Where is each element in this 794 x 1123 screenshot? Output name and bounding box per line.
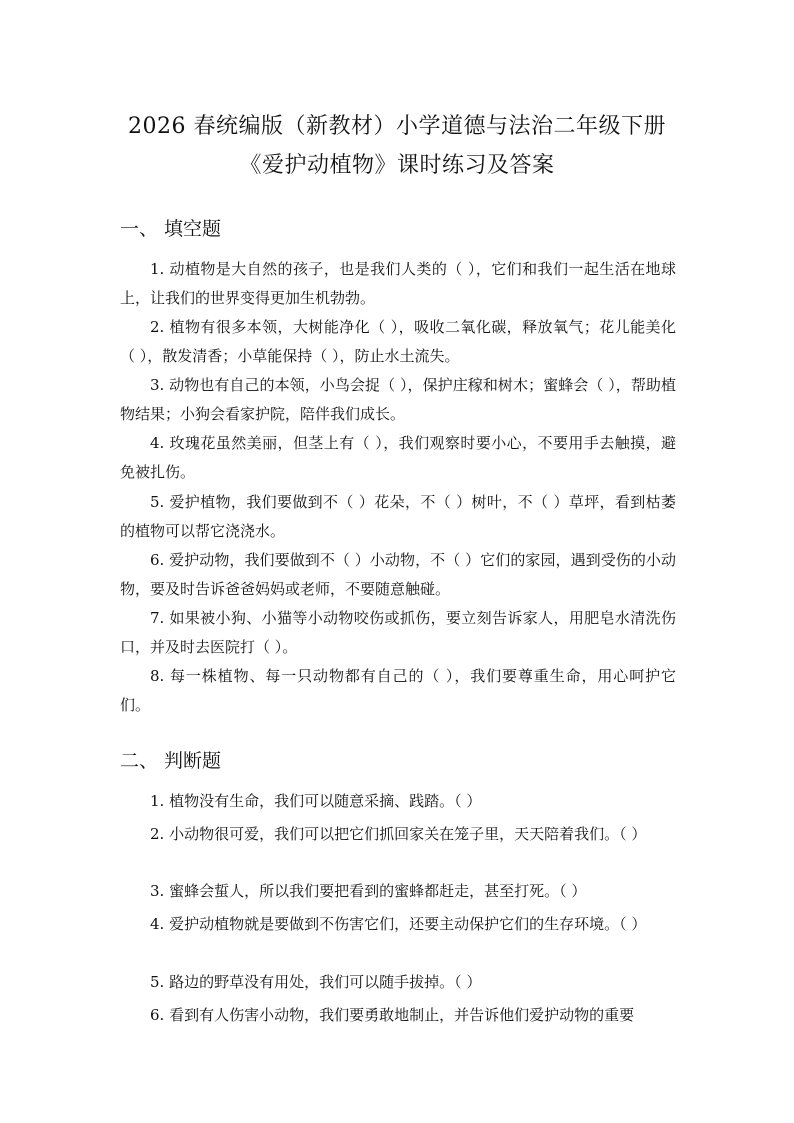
fill-question-7: 7. 如果被小狗、小猫等小动物咬伤或抓伤，要立刻告诉家人，用肥皂水清洗伤口，并及时去医院打（ ）。	[120, 609, 676, 656]
document-title-line2: 《爱护动植物》课时练习及答案	[239, 153, 555, 178]
fill-question-5: 5. 爱护植物，我们要做到不（ ）花朵，不（ ）树叶，不（ ）草坪，看到枯萎的植物可以帮它浇浇水。	[120, 493, 676, 540]
fill-question-3: 3. 动物也有自己的本领，小鸟会捉（ ），保护庄稼和树木；蜜蜂会（ ），帮助植物结果；小狗会看家护院，陪伴我们成长。	[120, 376, 676, 423]
fill-question-2: 2. 植物有很多本领，大树能净化（ ），吸收二氧化碳，释放氧气；花儿能美化（ ），散发清香；小草能保持（ ），防止水土流失。	[120, 318, 676, 365]
judge-question-4: 4. 爱护动植物就是要做到不伤害它们，还要主动保护它们的生存环境。（ ）	[150, 915, 647, 933]
fill-question-8: 8. 每一株植物、每一只动物都有自己的（ ），我们要尊重生命，用心呵护它们。	[120, 667, 676, 714]
judge-question-1: 1. 植物没有生命，我们可以随意采摘、践踏。（ ）	[150, 792, 482, 810]
fill-question-1: 1. 动植物是大自然的孩子，也是我们人类的（ ），它们和我们一起生活在地球上，让我们的世界变得更加生机勃勃。	[120, 260, 676, 307]
fill-question-4: 4. 玫瑰花虽然美丽，但茎上有（ ），我们观察时要小心，不要用手去触摸，避免被扎伤。	[120, 434, 676, 481]
judge-question-6: 6. 看到有人伤害小动物，我们要勇敢地制止，并告诉他们爱护动物的重要	[150, 1006, 635, 1024]
judge-question-5: 5. 路边的野草没有用处，我们可以随手拔掉。（ ）	[150, 973, 482, 991]
section-heading-true-false: 二、 判断题	[120, 750, 222, 772]
document-title-line1: 2026 春统编版（新教材）小学道德与法治二年级下册	[128, 114, 666, 139]
judge-question-2: 2. 小动物很可爱，我们可以把它们抓回家关在笼子里，天天陪着我们。（ ）	[150, 825, 647, 843]
judge-question-3: 3. 蜜蜂会蜇人，所以我们要把看到的蜜蜂都赶走，甚至打死。（ ）	[150, 882, 587, 900]
fill-question-6: 6. 爱护动物，我们要做到不（ ）小动物，不（ ）它们的家园，遇到受伤的小动物，要及时告诉爸爸妈妈或老师，不要随意触碰。	[120, 551, 676, 598]
section-heading-fill-in: 一、 填空题	[120, 218, 222, 240]
